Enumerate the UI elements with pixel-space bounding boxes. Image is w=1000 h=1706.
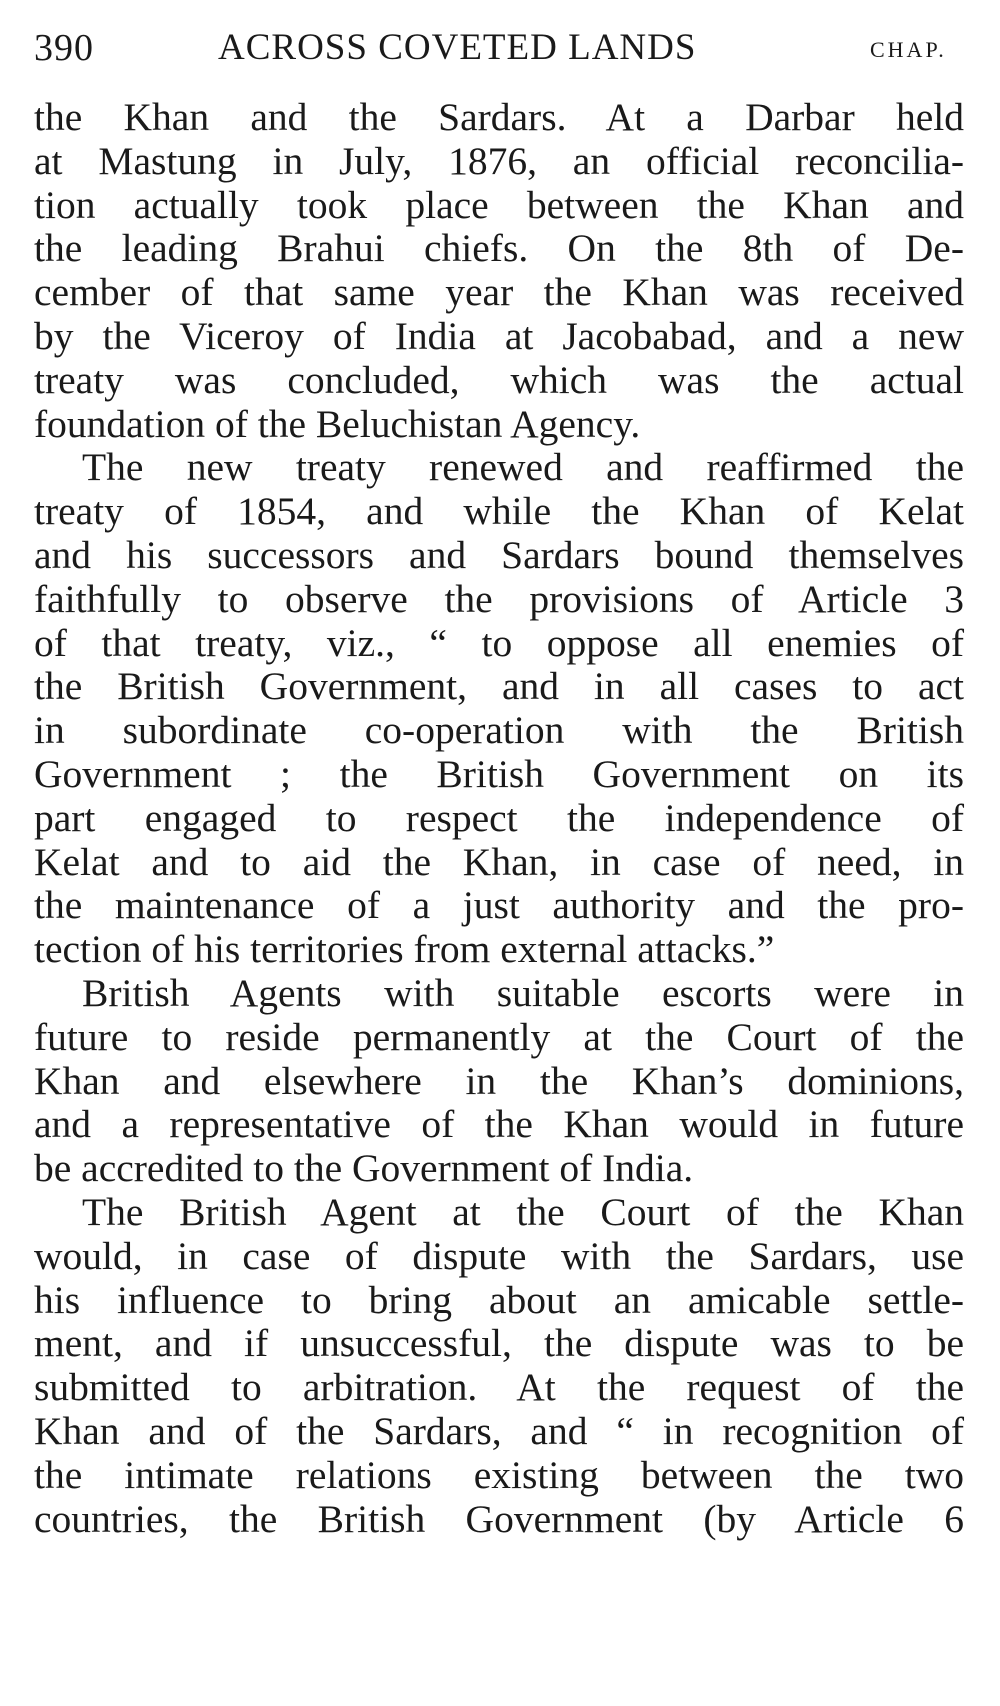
text-line: would, in case of dispute with the Sardars, use xyxy=(34,1233,964,1278)
text-line: and a representative of the Khan would in future xyxy=(34,1102,964,1147)
text-line: his influence to bring about an amicable settle- xyxy=(34,1277,964,1322)
text-line: cember of that same year the Khan was received xyxy=(34,270,964,315)
text-line: British Agents with suitable escorts were in xyxy=(82,970,964,1015)
text-line: future to reside permanently at the Court of the xyxy=(34,1014,964,1059)
text-line: by the Viceroy of India at Jacobabad, and a new xyxy=(34,313,964,358)
page-header xyxy=(34,20,964,80)
text-line: submitted to arbitration. At the request of the xyxy=(34,1365,964,1410)
text-line: the leading Brahui chiefs. On the 8th of De- xyxy=(34,226,964,271)
text-line: the maintenance of a just authority and the pro- xyxy=(34,883,964,928)
text-line: The British Agent at the Court of the Khan xyxy=(82,1189,964,1234)
text-line: countries, the British Government (by Article 6 xyxy=(34,1496,964,1541)
text-line: part engaged to respect the independence of xyxy=(34,795,964,840)
text-line: ment, and if unsuccessful, the dispute was to be xyxy=(34,1321,964,1366)
text-line: treaty was concluded, which was the actual xyxy=(34,357,964,402)
paragraph xyxy=(34,1191,964,1541)
text-line: of that treaty, viz., “ to oppose all enemies of xyxy=(34,620,964,665)
chapter-label: CHAP. xyxy=(870,37,947,62)
text-line: The new treaty renewed and reaffirmed the xyxy=(82,445,964,490)
text-line: the intimate relations existing between the two xyxy=(34,1452,964,1497)
text-line: and his successors and Sardars bound themselves xyxy=(34,532,964,577)
text-line: the British Government, and in all cases to act xyxy=(34,664,964,709)
page-number: 390 xyxy=(34,27,94,69)
text-line: at Mastung in July, 1876, an official reconcilia- xyxy=(34,138,964,183)
text-line: treaty of 1854, and while the Khan of Kelat xyxy=(34,489,964,534)
text-line: Kelat and to aid the Khan, in case of need, in xyxy=(34,839,964,884)
text-line: tection of his territories from external attacks.” xyxy=(34,927,775,972)
text-line: Khan and elsewhere in the Khan’s dominions, xyxy=(34,1058,964,1103)
text-line: tion actually took place between the Khan and xyxy=(34,182,964,227)
text-line: be accredited to the Government of India. xyxy=(34,1146,694,1191)
body-text xyxy=(34,96,964,1541)
text-line: faithfully to observe the provisions of Article 3 xyxy=(34,576,964,621)
text-line: the Khan and the Sardars. At a Darbar held xyxy=(34,95,964,139)
paragraph xyxy=(34,96,964,446)
text-line: in subordinate co-operation with the British xyxy=(34,708,964,753)
paragraph xyxy=(34,972,964,1191)
running-title: ACROSS COVETED LANDS xyxy=(218,27,697,68)
text-line: foundation of the Beluchistan Agency. xyxy=(34,401,641,446)
text-line: Government ; the British Government on its xyxy=(34,751,964,796)
text-line: Khan and of the Sardars, and “ in recognition of xyxy=(34,1408,964,1453)
paragraph xyxy=(34,446,964,972)
